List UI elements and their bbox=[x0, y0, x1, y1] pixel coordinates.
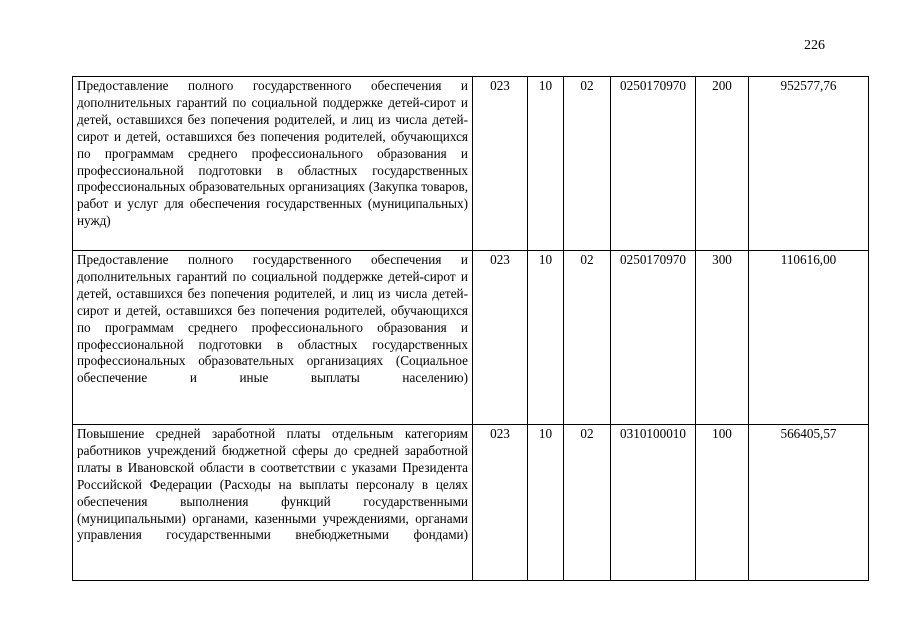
section-code: 10 bbox=[528, 425, 564, 581]
admin-code: 023 bbox=[473, 77, 528, 251]
subsection-code: 02 bbox=[564, 77, 611, 251]
expense-type-code: 200 bbox=[696, 77, 749, 251]
table-row bbox=[73, 251, 869, 425]
budget-table bbox=[72, 76, 869, 581]
admin-code: 023 bbox=[473, 251, 528, 425]
page-number: 226 bbox=[804, 38, 825, 53]
section-code: 10 bbox=[528, 251, 564, 425]
target-article-code: 0250170970 bbox=[611, 251, 696, 425]
target-article-code: 0250170970 bbox=[611, 77, 696, 251]
table-row bbox=[73, 425, 869, 581]
amount: 566405,57 bbox=[749, 425, 869, 581]
section-code: 10 bbox=[528, 77, 564, 251]
expense-type-code: 100 bbox=[696, 425, 749, 581]
expense-description: Предоставление полного государственного обеспечения и дополнительных гарантий по социальной поддержке детей-сирот и детей, оставшихся без попечения родителей, и лиц из числа детей-сирот и детей, оставшихся без попечения родителей, обучающихся по программам среднего профессионального образования и профессиональной подготовки в областных государственных профессиональных образовательных организациях (Социальное обеспечение и иные выплаты населению) bbox=[73, 251, 473, 425]
expense-type-code: 300 bbox=[696, 251, 749, 425]
target-article-code: 0310100010 bbox=[611, 425, 696, 581]
subsection-code: 02 bbox=[564, 251, 611, 425]
amount: 110616,00 bbox=[749, 251, 869, 425]
amount: 952577,76 bbox=[749, 77, 869, 251]
expense-description: Повышение средней заработной платы отдельным категориям работников учреждений бюджетной сферы до средней заработной платы в Ивановской области в соответствии с указами Президента Российской Федерации (Расходы на выплаты персоналу в целях обеспечения выполнения функций государственными (муниципальными) органами, казенными учреждениями, органами управления государственными внебюджетными фондами) bbox=[73, 425, 473, 581]
expense-description: Предоставление полного государственного обеспечения и дополнительных гарантий по социальной поддержке детей-сирот и детей, оставшихся без попечения родителей, и лиц из числа детей-сирот и детей, оставшихся без попечения родителей, обучающихся по программам среднего профессионального образования и профессиональной подготовки в областных государственных профессиональных образовательных организациях (Закупка товаров, работ и услуг для обеспечения государственных (муниципальных) нужд) bbox=[73, 77, 473, 251]
admin-code: 023 bbox=[473, 425, 528, 581]
subsection-code: 02 bbox=[564, 425, 611, 581]
table-row bbox=[73, 77, 869, 251]
